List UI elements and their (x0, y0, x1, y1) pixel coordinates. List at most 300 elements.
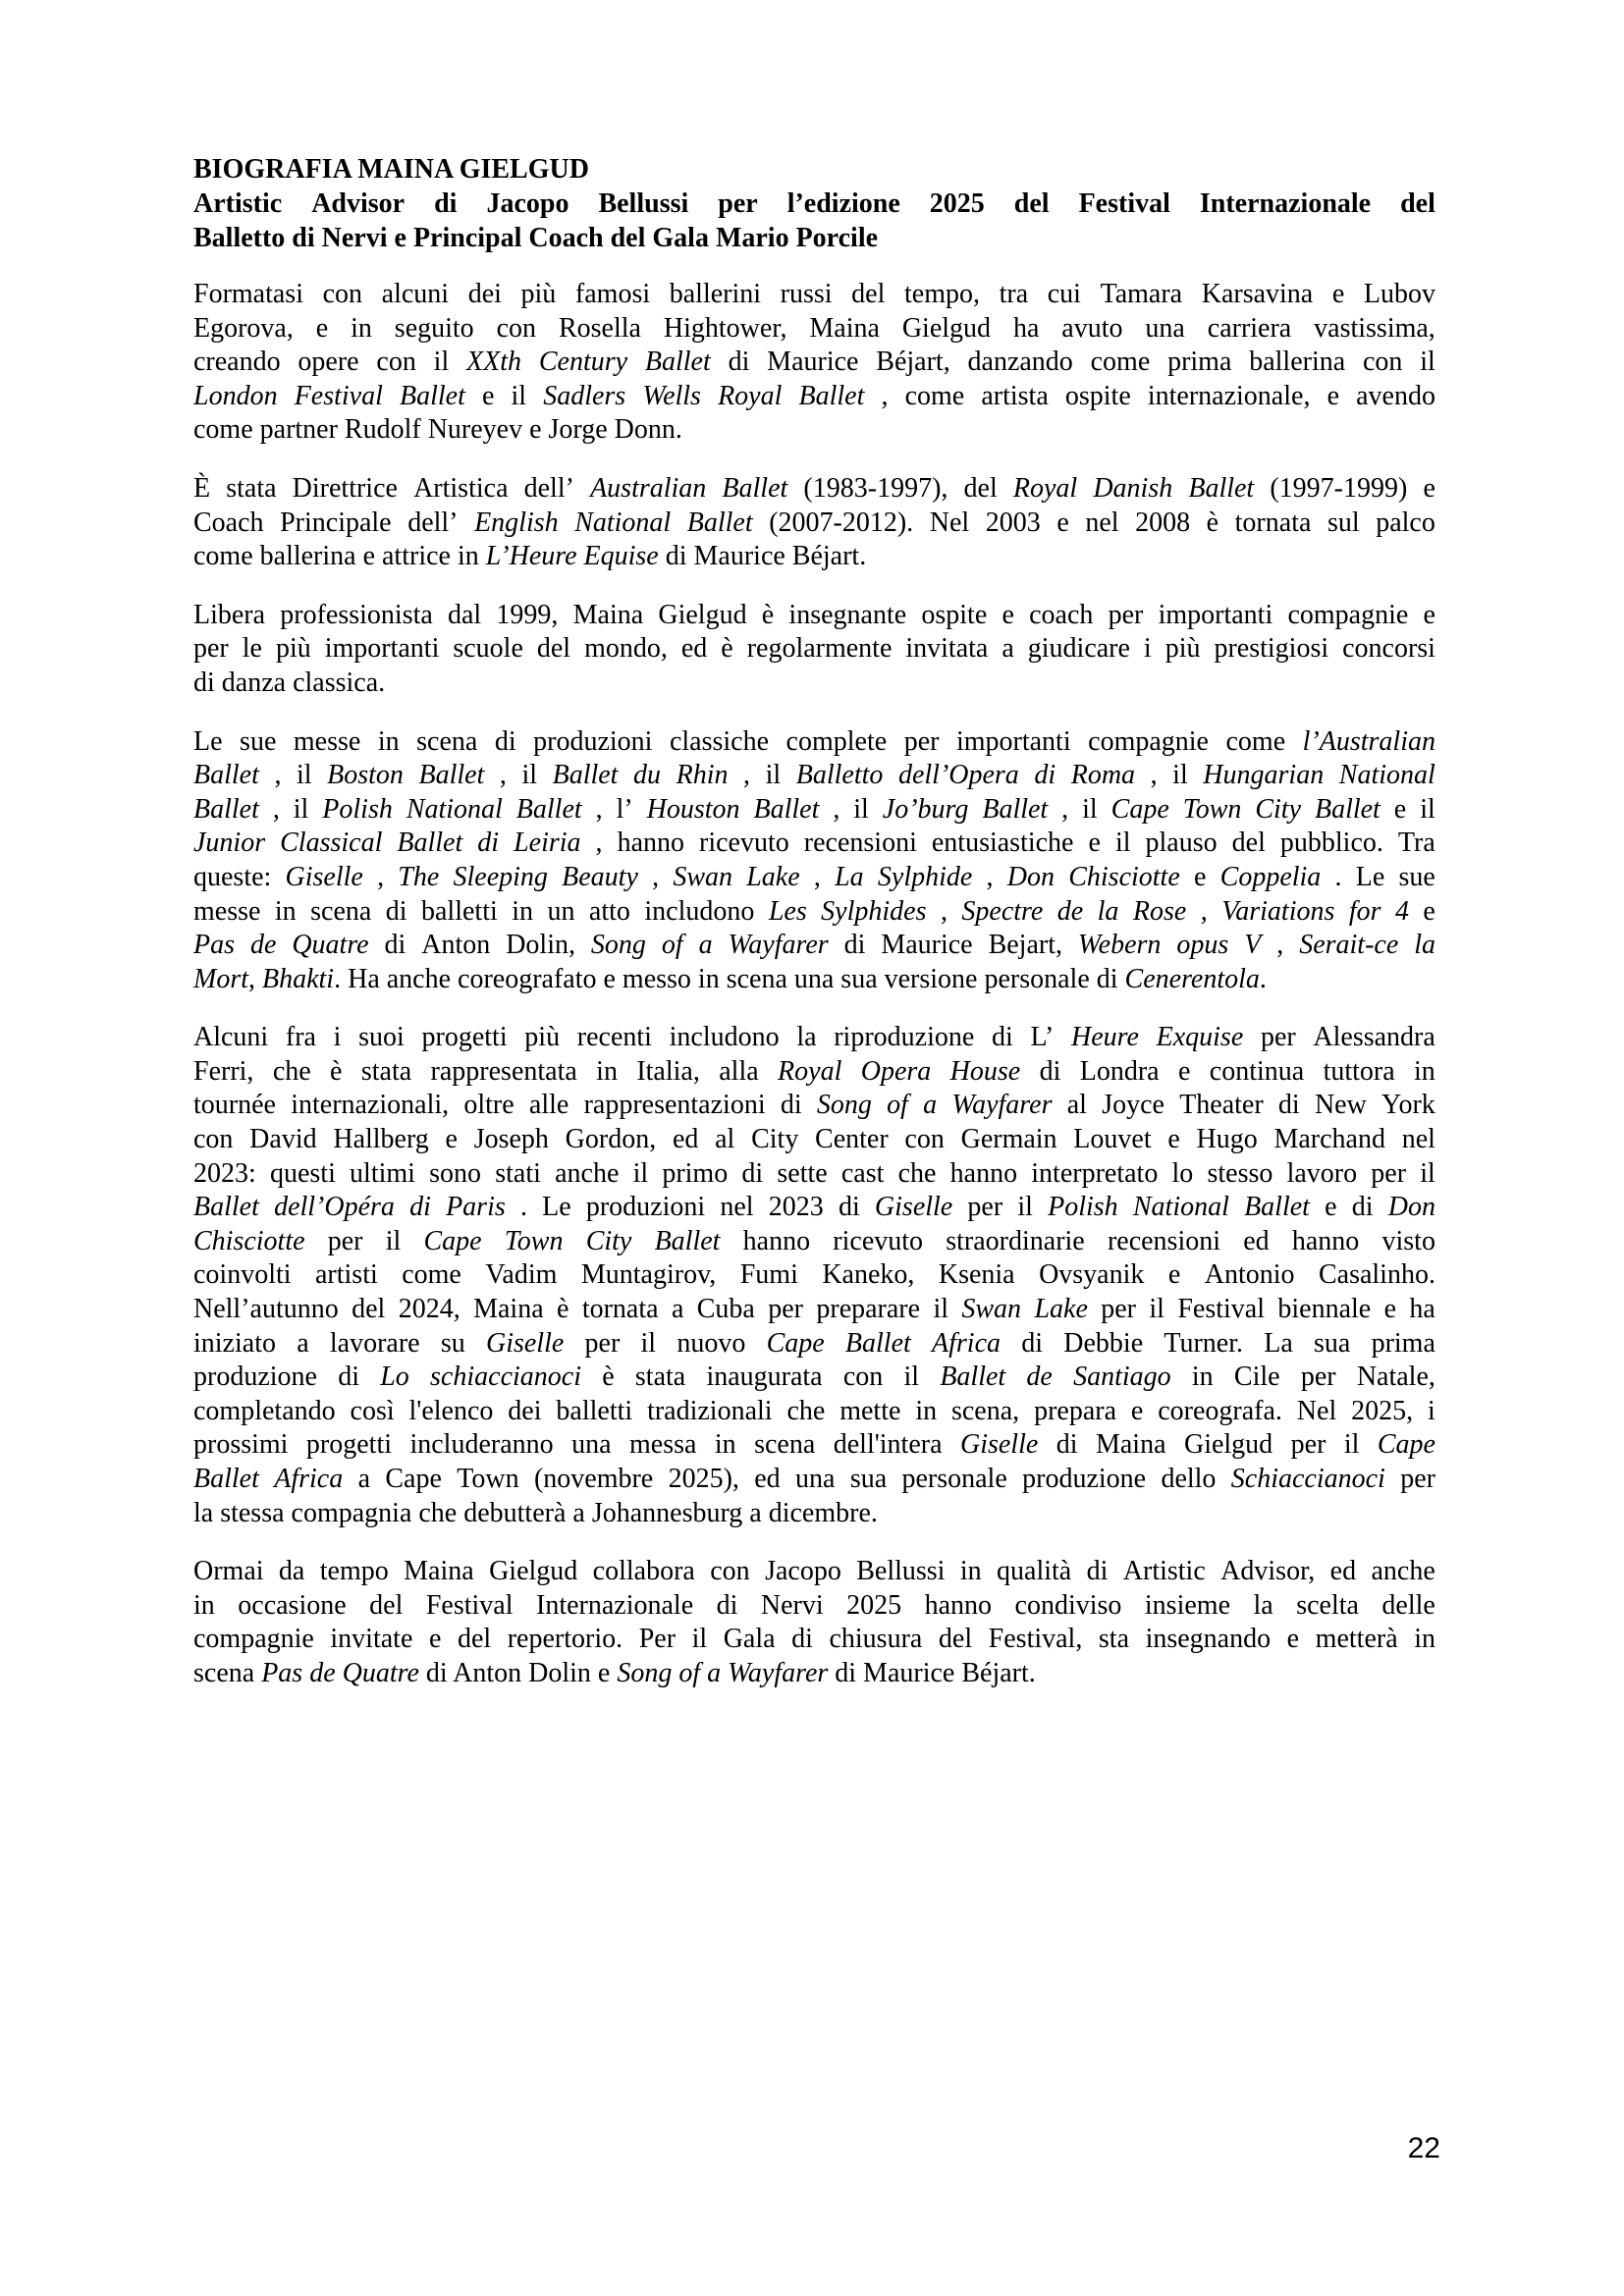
text-run: Cape (385, 1464, 442, 1494)
text-run: sono (429, 1157, 482, 1189)
text-run: per (967, 1192, 1003, 1223)
text-run: di (1056, 1429, 1078, 1461)
text-run: Gielgud (489, 1556, 578, 1587)
text-run: 1999, (496, 599, 559, 630)
text-run: Town (457, 1464, 519, 1494)
text-run: Italia, (636, 1055, 700, 1087)
text-run: Alessandra (1313, 1022, 1435, 1053)
text-run: Rosella (558, 312, 641, 344)
paragraph-line (193, 793, 1435, 828)
text-run: New (1314, 1090, 1367, 1121)
text-run: palco (1376, 507, 1435, 538)
text-run: come ballerina e attrice in (193, 541, 486, 572)
text-run: il (385, 1225, 402, 1256)
text-run: fra (285, 1022, 316, 1053)
text-run: sue (240, 725, 277, 757)
italic-title-text: Royal (778, 1055, 842, 1087)
text-run: in (274, 895, 297, 927)
text-run: che (786, 1395, 826, 1426)
text-run: Londra (1079, 1055, 1160, 1087)
text-run: come partner Rudolf Nureyev e Jorge Donn. (193, 414, 682, 446)
text-run: in (959, 1556, 982, 1587)
text-run: personale (901, 1464, 1007, 1494)
text-run: Kaneko, (822, 1259, 915, 1291)
text-run: recensioni (1107, 1225, 1220, 1256)
italic-title-text: di (477, 828, 500, 859)
text-run: produzioni (533, 725, 653, 757)
text-run: ha (1012, 312, 1040, 344)
text-run: per (1400, 1464, 1435, 1494)
text-run: Jacopo (486, 188, 569, 219)
text-run: Formatasi (193, 279, 303, 309)
text-run: sue (1398, 861, 1435, 892)
text-run: Nervi (760, 1589, 824, 1621)
text-run: tempo, (903, 279, 980, 309)
text-run: messe (293, 725, 361, 757)
italic-title-text: opus (1176, 930, 1229, 961)
text-run: del (938, 1624, 973, 1655)
text-run: Cuba (696, 1294, 755, 1325)
italic-title-text: for (1348, 895, 1381, 927)
text-run: e (1383, 1294, 1397, 1325)
text-run: Joyce (1102, 1090, 1164, 1121)
text-run: 2023 (768, 1192, 824, 1223)
italic-title-text: Chisciotte (193, 1225, 305, 1256)
text-run: il (903, 1362, 920, 1393)
italic-title-text: Ballet (552, 760, 619, 791)
text-run: il (691, 1624, 708, 1655)
text-run: coinvolti (193, 1259, 292, 1291)
text-run: di Anton Dolin e (418, 1657, 618, 1688)
paragraph-line (193, 599, 1435, 633)
paragraph-line (193, 725, 1435, 760)
text-run: Nel (1296, 1395, 1337, 1426)
text-run: chiusura (829, 1624, 923, 1655)
italic-title-text: Ballet (844, 1327, 911, 1359)
text-run: a (297, 1327, 309, 1359)
text-run: del (457, 1624, 492, 1655)
text-run: per (1300, 1362, 1336, 1393)
text-run: di Maurice Béjart. (828, 1657, 1036, 1688)
italic-title-text: The (398, 861, 440, 892)
text-run: Alcuni (193, 1022, 269, 1053)
text-run: il (632, 1157, 649, 1189)
text-run: interpretato (1031, 1157, 1159, 1189)
text-run: i (1143, 633, 1152, 665)
text-run: Advisor (311, 188, 406, 219)
text-run: lo (1171, 1157, 1194, 1189)
text-run: tra (999, 279, 1029, 309)
italic-title-text: Balletto (795, 760, 884, 791)
text-run: del (851, 279, 886, 309)
text-run: prossimi (193, 1429, 289, 1461)
text-run: oltre (463, 1090, 514, 1121)
italic-title-text: de (249, 930, 277, 961)
text-run: entusiastiche (931, 828, 1074, 859)
text-run: Hightower, (663, 312, 787, 344)
text-run: mette (839, 1395, 901, 1426)
paragraph-line (193, 1225, 1435, 1259)
text-run: insegnante (788, 599, 907, 630)
paragraph-line (193, 1589, 1435, 1624)
paragraph-line (193, 1395, 1435, 1429)
italic-title-text: Wells (642, 380, 701, 411)
paragraph-line (193, 1497, 1435, 1531)
text-run: a (1001, 633, 1014, 665)
text-run: di danza classica. (193, 667, 386, 698)
italic-title-text: Festival (294, 380, 383, 411)
text-run: occasione (238, 1589, 347, 1621)
text-run: Jacopo (765, 1556, 841, 1587)
italic-title-text: Santiago (1073, 1362, 1171, 1393)
text-run: Artistic (1122, 1556, 1206, 1587)
text-run: Turner. (1164, 1327, 1244, 1359)
italic-title-text: Ballet (1314, 793, 1380, 825)
text-run: opere (298, 347, 359, 378)
paragraph-line (193, 1623, 1435, 1657)
text-run: tornata (1234, 507, 1312, 538)
text-run: che (272, 1055, 311, 1087)
text-run: (2007-2012). (769, 507, 914, 538)
italic-title-text: V (1244, 930, 1262, 961)
text-run: il (1114, 828, 1131, 859)
text-run: Le (542, 1192, 571, 1223)
italic-title-text: Houston (646, 793, 740, 825)
text-run: David (249, 1124, 317, 1155)
text-run: più (524, 1022, 561, 1053)
text-run: con (193, 1124, 234, 1155)
paragraph-line (193, 1191, 1435, 1225)
text-run: dello (1161, 1464, 1217, 1494)
text-run: , (1061, 793, 1069, 825)
text-run: iniziato (193, 1327, 276, 1359)
text-run: lavoro (1286, 1157, 1358, 1189)
paragraph-line (193, 963, 1435, 997)
text-run: (novembre (533, 1464, 654, 1494)
italic-title-text: XXth (466, 347, 522, 378)
italic-title-text: di (409, 1192, 431, 1223)
text-run: e (1056, 507, 1069, 538)
text-run: Maurice (881, 930, 973, 961)
italic-title-text: Exquise (1156, 1022, 1244, 1053)
text-run: una (795, 1464, 836, 1494)
text-run: i (1428, 1395, 1435, 1426)
paragraph-line (193, 827, 1435, 861)
italic-title-text: National (574, 507, 672, 538)
text-run: produzioni (585, 1192, 706, 1223)
italic-title-text: Swan (961, 1294, 1022, 1325)
italic-title-text: Africa (932, 1327, 1001, 1359)
text-run: , (595, 793, 603, 825)
text-run: Maina (1095, 1429, 1166, 1461)
text-run: più (1164, 633, 1201, 665)
text-run: del (1400, 188, 1435, 219)
text-run: hanno (617, 828, 684, 859)
text-run: nel (1085, 507, 1119, 538)
text-run: alla (719, 1055, 759, 1087)
text-run: . (1259, 963, 1267, 994)
text-run: Le (193, 725, 223, 757)
text-run: ballerini (669, 279, 762, 309)
text-run: con (710, 1556, 750, 1587)
text-run: , (499, 760, 507, 791)
text-run: Festival (425, 1589, 514, 1621)
paragraph-line (193, 1089, 1435, 1123)
paragraph-line (193, 380, 1435, 414)
text-run: , (940, 895, 947, 927)
text-run: del (963, 472, 998, 504)
text-run: Maina (473, 1294, 544, 1325)
text-run: sua (849, 1464, 888, 1494)
text-run: Ormai (193, 1556, 264, 1587)
paragraph-line (193, 1361, 1435, 1395)
italic-title-text: Giselle (485, 1327, 565, 1359)
document-heading: BIOGRAFIA MAINA GIELGUD (193, 154, 589, 185)
text-run: pubblico. (1279, 828, 1383, 859)
text-run: Internazionale (536, 1589, 694, 1621)
text-run: completando (193, 1395, 336, 1426)
text-run: condiviso (1014, 1589, 1122, 1621)
text-run: come (1090, 347, 1151, 378)
text-run: Tamara (1100, 279, 1183, 309)
italic-title-text: Sylphides (821, 895, 927, 927)
italic-title-text: House (949, 1055, 1021, 1087)
italic-title-text: Chisciotte (1068, 861, 1180, 892)
text-run: , (743, 760, 751, 791)
text-run: un (547, 895, 575, 927)
text-run: sua (1314, 1327, 1351, 1359)
text-run: del (352, 1294, 386, 1325)
text-run: russi (780, 279, 833, 309)
italic-title-text: Royal (718, 380, 783, 411)
text-run: 2025 (846, 1589, 902, 1621)
paragraph-line (193, 861, 1435, 895)
text-run: il (511, 380, 527, 411)
text-run: , (248, 963, 262, 994)
text-run: per (193, 633, 229, 665)
text-run: recensioni (803, 828, 917, 859)
text-run: Gielgud (901, 312, 992, 344)
text-run: in (596, 1055, 618, 1087)
text-run: in (351, 312, 372, 344)
text-run: produzione (1022, 1464, 1147, 1494)
text-run: di (384, 930, 406, 961)
italic-title-text: City (585, 1225, 632, 1256)
italic-title-text: Ballet (654, 1225, 721, 1256)
text-run: il (1172, 760, 1188, 791)
text-run: al (715, 1124, 735, 1155)
italic-title-text: Cape (423, 1225, 482, 1256)
text-run: classiche (669, 725, 770, 757)
text-run: nuovo (677, 1327, 746, 1359)
text-run: il (640, 1327, 657, 1359)
text-run: per (718, 188, 758, 219)
text-run: in (915, 1395, 938, 1426)
text-run: è (761, 599, 775, 630)
text-run: Gala (723, 1624, 776, 1655)
text-run: visto (1381, 1225, 1435, 1256)
text-run: di (991, 1022, 1013, 1053)
italic-title-text: Don (1387, 1192, 1435, 1223)
italic-title-text: de (1026, 1362, 1053, 1393)
text-run: in (1414, 1624, 1435, 1655)
text-run: ed (680, 633, 708, 665)
text-run: compagnie (1088, 725, 1209, 757)
italic-title-text: Paris (446, 1192, 506, 1223)
text-run: questi (269, 1157, 336, 1189)
text-run: come (1225, 725, 1286, 757)
italic-title-text: Webern (1077, 930, 1162, 961)
text-run: Gordon, (565, 1124, 657, 1155)
paragraph-line (193, 312, 1435, 347)
text-run: internazionale, (1147, 380, 1311, 411)
text-run: dell'intera (833, 1429, 943, 1461)
text-run: Ovsyanik (1039, 1259, 1145, 1291)
text-run: City (751, 1124, 799, 1155)
text-run: Maina (572, 599, 644, 630)
text-run: il (1420, 793, 1435, 825)
text-run: con (376, 347, 416, 378)
text-run: e (428, 1624, 442, 1655)
italic-title-text: Giselle (959, 1429, 1039, 1461)
text-run: straordinarie (946, 1225, 1085, 1256)
text-run: includono (644, 895, 755, 927)
text-run: Festival (1177, 1294, 1265, 1325)
paragraph-line (193, 1463, 1435, 1497)
text-run: ballerina (1249, 347, 1346, 378)
text-run: . (519, 1192, 527, 1223)
text-run: 2025 (929, 188, 985, 219)
italic-title-text: Don (1006, 861, 1055, 892)
text-run: La (1264, 1327, 1293, 1359)
text-run: per (584, 1327, 621, 1359)
italic-title-text: Jo’burg (882, 793, 969, 825)
italic-title-text: de (1056, 895, 1084, 927)
text-run: che (897, 1157, 937, 1189)
text-run: stata (634, 1362, 686, 1393)
italic-title-text: l’Australian (1302, 725, 1435, 757)
italic-title-text: Boston (327, 760, 404, 791)
italic-title-text: Rose (1132, 895, 1187, 927)
text-run: 2008 (1135, 507, 1191, 538)
text-run: , (1200, 895, 1208, 927)
paragraph-line (193, 1428, 1435, 1463)
paragraph-list (193, 278, 1435, 1691)
italic-title-text: Bhakti (262, 963, 335, 994)
text-run: su (440, 1327, 465, 1359)
page-number: 22 (1407, 2132, 1440, 2164)
text-run: scena (416, 725, 478, 757)
text-run: 2025, (1351, 1395, 1414, 1426)
text-run: complete (785, 725, 888, 757)
text-run: scelta (1296, 1589, 1359, 1621)
text-run: Cile (1233, 1362, 1280, 1393)
italic-title-text: Junior (193, 828, 266, 859)
text-run: di (1039, 1055, 1061, 1087)
paragraph (193, 472, 1435, 574)
text-run: alle (528, 1090, 569, 1121)
text-run: alcuni (381, 279, 450, 309)
text-run: Marchand (1273, 1124, 1385, 1155)
italic-title-text: Ballet (193, 1464, 259, 1494)
text-run: il (1420, 1157, 1435, 1189)
text-run: Gielgud (1183, 1429, 1273, 1461)
text-run: anche (1371, 1556, 1435, 1587)
text-run: riproduzione (834, 1022, 975, 1053)
text-run: di (1351, 1192, 1374, 1223)
document-subtitle (193, 187, 1435, 255)
text-run: il (297, 760, 312, 791)
text-run: è (557, 1294, 569, 1325)
paragraph-line (193, 667, 1435, 701)
text-run: prima (1371, 1327, 1435, 1359)
text-run: Muntagirov, (580, 1259, 717, 1291)
text-run: Fumi (739, 1259, 798, 1291)
text-run: per (1260, 1022, 1296, 1053)
text-run: e (1167, 1124, 1180, 1155)
paragraph-line (193, 1055, 1435, 1090)
text-run: e (1177, 1055, 1191, 1087)
italic-title-text: of (887, 1090, 908, 1121)
italic-title-text: 4 (1394, 895, 1409, 927)
text-run: al (1066, 1090, 1087, 1121)
text-run: Direttrice (292, 472, 398, 504)
italic-title-text: Sylphide (877, 861, 973, 892)
italic-title-text: Heure (1070, 1022, 1139, 1053)
italic-title-text: Cape (1377, 1429, 1435, 1461)
text-run: 2003 (985, 507, 1041, 538)
text-run: avendo (1356, 380, 1435, 411)
italic-title-text: Wayfarer (728, 930, 829, 961)
text-run: importanti (324, 633, 440, 665)
text-run: Center (815, 1124, 889, 1155)
text-run: compagnie (1287, 599, 1409, 630)
text-run: di (728, 347, 750, 378)
text-run: preparare (816, 1294, 921, 1325)
italic-title-text: Ballet (722, 472, 788, 504)
text-run: Karsavina (1201, 279, 1314, 309)
text-run: il (1420, 347, 1435, 378)
text-run: Anton (421, 930, 491, 961)
text-run: nel (1401, 1124, 1435, 1155)
text-run: Nel (929, 507, 970, 538)
text-run: , (1276, 930, 1284, 961)
text-run: e (1326, 380, 1339, 411)
paragraph-line (193, 413, 1435, 448)
text-run: insieme (1144, 1589, 1230, 1621)
text-run: tuttora (1323, 1055, 1395, 1087)
text-run: del (536, 633, 571, 665)
paragraph-line (193, 278, 1435, 312)
italic-title-text: La (835, 861, 864, 892)
text-run: , (272, 793, 280, 825)
text-run: Artistica (413, 472, 509, 504)
text-run: più (520, 279, 557, 309)
text-run: hanno (949, 1157, 1018, 1189)
italic-title-text: Cenerentola (1124, 963, 1260, 994)
text-run: è (721, 633, 733, 665)
text-run: Antonio (1204, 1259, 1295, 1291)
text-run: tradizionali (647, 1395, 773, 1426)
text-run: , (1150, 760, 1158, 791)
text-run: vastissima, (1314, 312, 1435, 344)
text-run: Artistic (193, 188, 283, 219)
text-run: anche (555, 1157, 620, 1189)
italic-title-text: Town (504, 1225, 564, 1256)
italic-title-text: L’Heure Equise (485, 541, 659, 572)
text-run: di (1086, 1556, 1109, 1587)
italic-title-text: Africa (274, 1464, 344, 1494)
